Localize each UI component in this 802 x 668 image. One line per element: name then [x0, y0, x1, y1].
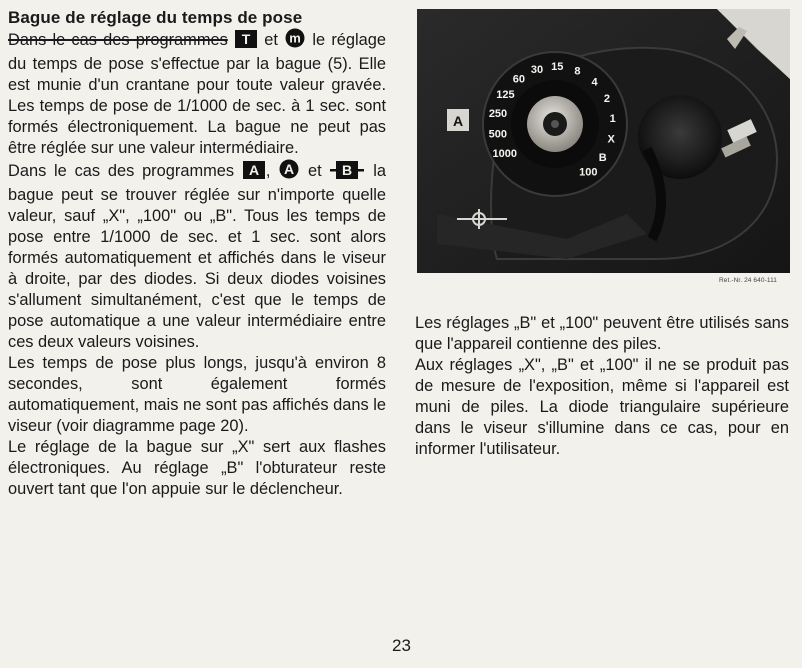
program-a-square-icon	[243, 161, 265, 185]
dial-label: 2	[603, 93, 610, 106]
struck-text: Dans le cas des programmes	[8, 31, 228, 49]
paragraph-4: Le réglage de la bague sur „X" sert aux flashes électroniques. Au réglage „B" l'obturateur reste ouvert tant que l'on appuie sur le déclencheur.	[8, 438, 386, 498]
paragraph-1-text: réglage du temps de pose s'effectue par la bague (5). Elle est munie d'un crantane pour toute valeur gravée. Les temps de pose de 1/1000 de sec. à 1 sec. sont formés électroniquement. La bague ne peut pas être réglée sur une valeur intermédiaire.	[8, 31, 387, 157]
dial-label: 250	[488, 108, 508, 121]
right-paragraph-2: Aux réglages „X", „B" et „100" il ne se produit pas de mesure de l'exposition, même si l'appareil est muni de piles. La diode triangulaire supérieure dans le viseur s'illumine dans ce cas, pour en informer l'utilisateur.	[415, 356, 789, 458]
comma: ,	[265, 162, 271, 180]
dial-label: 500	[488, 128, 507, 141]
dial-label: 125	[496, 89, 515, 101]
program-m-icon	[285, 28, 305, 54]
program-a-circle-letter: A	[284, 161, 295, 177]
paragraph-1	[8, 28, 386, 159]
right-column	[415, 313, 789, 460]
program-t-letter: T	[241, 31, 251, 47]
left-column	[8, 8, 386, 500]
section-heading: Bague de réglage du temps de pose	[8, 8, 303, 27]
program-b-icon	[330, 161, 364, 185]
word-le: le	[312, 31, 326, 49]
dial-label: 30	[530, 63, 544, 76]
paragraph-2-lead: Dans le cas des programmes	[8, 162, 235, 180]
program-t-icon	[235, 30, 257, 54]
dial-label: 1	[609, 112, 616, 125]
reference-number: Ret.-Nr. 24 640-111	[719, 277, 778, 284]
program-a-circle-icon	[279, 159, 299, 185]
word-et-2: et	[307, 162, 322, 180]
dial-label: 100	[579, 166, 598, 179]
paragraph-3: Les temps de pose plus longs, jusqu'à environ 8 secondes, sont également formés automatiquement, mais ne sont pas affichés dans le viseur (voir diagramme page 20).	[8, 354, 386, 435]
dial-label: 4	[591, 76, 598, 89]
dial-label: B	[598, 151, 607, 164]
dial-label: 15	[551, 61, 564, 73]
program-m-letter: m	[289, 30, 301, 46]
paragraph-2-text: la bague peut se trouver réglée sur n'importe quelle valeur, sauf „X", „100" ou „B". Tous les temps de pose entre 1/1000 de sec. et 1 sec. sont alors formés automatiquement et affichés dans le viseur à droite, par des diodes. Si deux diodes voisines s'allument simultanément, c'est que le temps de pose automatique a une valeur intermédiaire entre ces deux valeurs voisines.	[8, 162, 386, 351]
program-b-letter: B	[342, 162, 353, 178]
right-paragraph-1: Les réglages „B" et „100" peuvent être utilisés sans que l'appareil contienne des piles.	[415, 314, 789, 353]
mode-letter: A	[452, 113, 464, 129]
dial-label: X	[607, 133, 615, 146]
dial-label: 8	[574, 65, 581, 78]
dial-label: 1000	[492, 148, 518, 160]
camera-dial-drawing	[417, 9, 790, 273]
camera-dial-photo	[417, 9, 790, 273]
page-number: 23	[392, 636, 411, 655]
dial-label: 60	[512, 73, 526, 86]
word-et: et	[264, 31, 278, 49]
paragraph-2	[8, 159, 386, 353]
program-a-square-letter: A	[248, 162, 259, 178]
